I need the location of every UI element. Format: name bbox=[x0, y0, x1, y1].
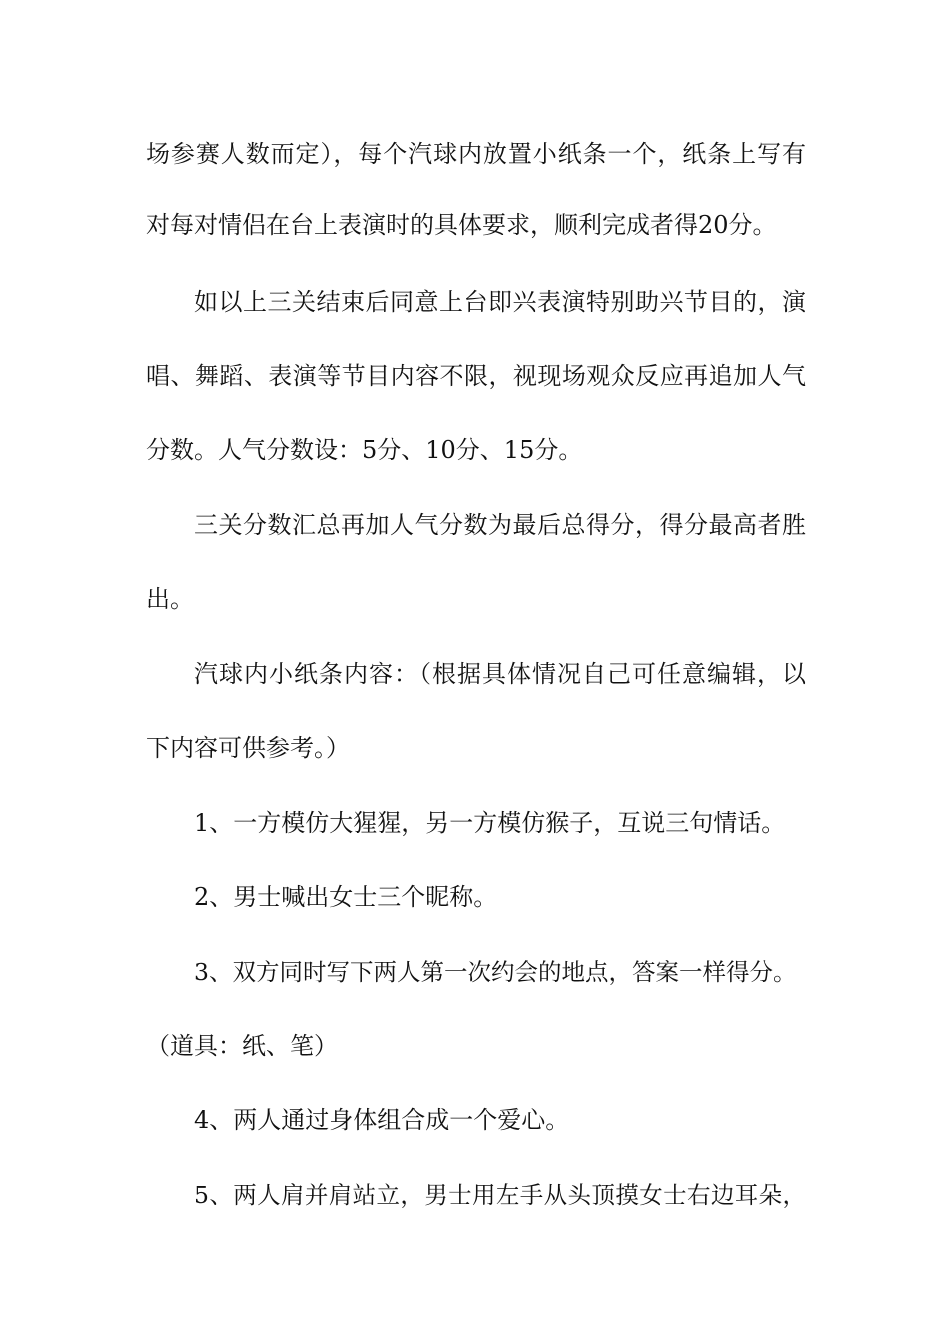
text-line-7: 出。 bbox=[146, 585, 194, 613]
text-line-9: 下内容可供参考。） bbox=[146, 734, 350, 762]
text-line-12: 3、双方同时写下两人第一次约会的地点，答案一样得分。 bbox=[194, 958, 797, 986]
text-line-6: 三关分数汇总再加人气分数为最后总得分，得分最高者胜 bbox=[194, 511, 806, 539]
text-line-14: 4、两人通过身体组合成一个爱心。 bbox=[194, 1106, 570, 1134]
text-line-2: 对每对情侣在台上表演时的具体要求，顺利完成者得20分。 bbox=[146, 211, 777, 239]
text-line-13: （道具：纸、笔） bbox=[146, 1032, 338, 1060]
text-line-5: 分数。人气分数设：5分、10分、15分。 bbox=[146, 436, 583, 464]
text-line-1: 场参赛人数而定），每个汽球内放置小纸条一个，纸条上写有 bbox=[146, 140, 806, 168]
text-line-15: 5、两人肩并肩站立，男士用左手从头顶摸女士右边耳朵， bbox=[194, 1181, 806, 1209]
text-line-4: 唱、舞蹈、表演等节目内容不限，视现场观众反应再追加人气 bbox=[146, 362, 806, 390]
text-line-11: 2、男士喊出女士三个昵称。 bbox=[194, 883, 498, 911]
text-line-10: 1、一方模仿大猩猩，另一方模仿猴子，互说三句情话。 bbox=[194, 809, 786, 837]
text-line-8: 汽球内小纸条内容：（根据具体情况自己可任意编辑，以 bbox=[194, 660, 806, 688]
text-line-3: 如以上三关结束后同意上台即兴表演特别助兴节目的，演 bbox=[194, 288, 806, 316]
